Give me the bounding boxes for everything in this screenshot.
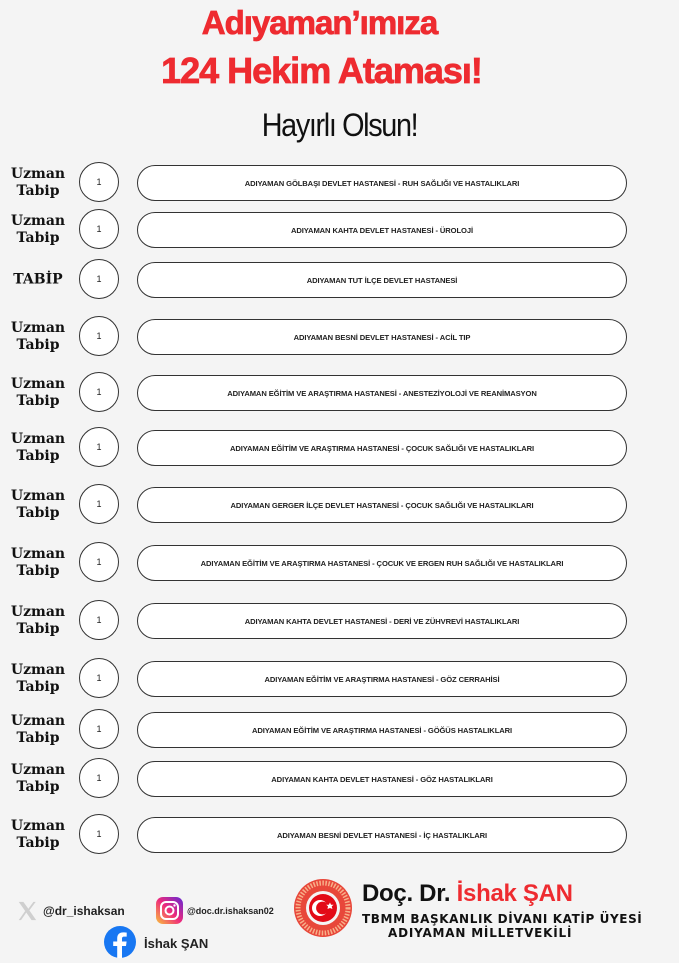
count-circle: 1 — [79, 542, 119, 582]
count-circle: 1 — [79, 658, 119, 698]
assignment-row — [0, 710, 679, 750]
x-handle[interactable]: @dr_ishaksan — [43, 904, 125, 918]
count-circle: 1 — [79, 427, 119, 467]
name-highlight: İshak ŞAN — [456, 880, 573, 907]
rank-label: Uzman Tabip — [10, 320, 66, 353]
assignment-row — [0, 163, 679, 203]
hospital-department: ADIYAMAN KAHTA DEVLET HASTANESİ - DERİ VE ZÜHVREVİ HASTALIKLARI — [137, 603, 627, 639]
count-circle: 1 — [79, 484, 119, 524]
rank-label: Uzman Tabip — [10, 213, 66, 246]
count-circle: 1 — [79, 162, 119, 202]
rank-label: Uzman Tabip — [10, 431, 66, 464]
rank-label: Uzman Tabip — [10, 713, 66, 746]
hospital-department: ADIYAMAN EĞİTİM VE ARAŞTIRMA HASTANESİ - ANESTEZİYOLOJİ VE REANİMASYON — [137, 375, 627, 411]
rank-label: Uzman Tabip — [10, 488, 66, 521]
headline-line-2: 124 Hekim Ataması! — [161, 50, 482, 91]
rank-label: Uzman Tabip — [10, 166, 66, 199]
deputy-name — [362, 880, 573, 908]
x-logo-icon — [16, 900, 38, 922]
assignment-row — [0, 428, 679, 468]
count-circle: 1 — [79, 600, 119, 640]
assignment-row — [0, 210, 679, 250]
rank-label: Uzman Tabip — [10, 762, 66, 795]
hospital-department: ADIYAMAN GÖLBAŞI DEVLET HASTANESİ - RUH SAĞLIĞI VE HASTALIKLARI — [137, 165, 627, 201]
count-circle: 1 — [79, 709, 119, 749]
rank-label: Uzman Tabip — [10, 546, 66, 579]
assignment-row — [0, 543, 679, 583]
facebook-name[interactable]: İshak ŞAN — [144, 936, 209, 951]
hospital-department: ADIYAMAN EĞİTİM VE ARAŞTIRMA HASTANESİ - ÇOCUK SAĞLIĞI VE HASTALIKLARI — [137, 430, 627, 466]
assignment-row — [0, 815, 679, 855]
footer — [0, 870, 679, 960]
hospital-department: ADIYAMAN KAHTA DEVLET HASTANESİ - ÜROLOJİ — [137, 212, 627, 248]
rank-label: TABİP — [13, 271, 63, 288]
subtitle: Hayırlı Olsun! — [261, 107, 418, 143]
deputy-district: ADIYAMAN MİLLETVEKİLİ — [388, 926, 573, 940]
hospital-department: ADIYAMAN EĞİTİM VE ARAŞTIRMA HASTANESİ - ÇOCUK VE ERGEN RUH SAĞLIĞI VE HASTALIKLARI — [137, 545, 627, 581]
deputy-role: TBMM BAŞKANLIK DİVANI KATİP ÜYESİ — [362, 912, 643, 926]
assignment-row — [0, 373, 679, 413]
tbmm-seal-icon — [293, 878, 353, 938]
count-circle: 1 — [79, 259, 119, 299]
assignment-row — [0, 659, 679, 699]
headline-line-1: Adıyaman’ımıza — [201, 4, 438, 41]
assignment-row — [0, 601, 679, 641]
hospital-department: ADIYAMAN EĞİTİM VE ARAŞTIRMA HASTANESİ - GÖZ CERRAHİSİ — [137, 661, 627, 697]
rank-label: Uzman Tabip — [10, 662, 66, 695]
count-circle: 1 — [79, 209, 119, 249]
facebook-icon — [104, 926, 136, 958]
assignment-row — [0, 759, 679, 799]
name-prefix: Doç. Dr. — [362, 880, 451, 907]
instagram-icon — [156, 897, 183, 924]
hospital-department: ADIYAMAN TUT İLÇE DEVLET HASTANESİ — [137, 262, 627, 298]
hospital-department: ADIYAMAN KAHTA DEVLET HASTANESİ - GÖZ HASTALIKLARI — [137, 761, 627, 797]
rank-label: Uzman Tabip — [10, 818, 66, 851]
instagram-handle[interactable]: @doc.dr.ishaksan02 — [187, 906, 274, 916]
hospital-department: ADIYAMAN EĞİTİM VE ARAŞTIRMA HASTANESİ - GÖĞÜS HASTALIKLARI — [137, 712, 627, 748]
count-circle: 1 — [79, 758, 119, 798]
hospital-department: ADIYAMAN GERGER İLÇE DEVLET HASTANESİ - ÇOCUK SAĞLIĞI VE HASTALIKLARI — [137, 487, 627, 523]
count-circle: 1 — [79, 372, 119, 412]
rank-label: Uzman Tabip — [10, 376, 66, 409]
count-circle: 1 — [79, 316, 119, 356]
count-circle: 1 — [79, 814, 119, 854]
rank-label: Uzman Tabip — [10, 604, 66, 637]
assignment-row — [0, 317, 679, 357]
assignment-row — [0, 260, 679, 300]
hospital-department: ADIYAMAN BESNİ DEVLET HASTANESİ - İÇ HASTALIKLARI — [137, 817, 627, 853]
hospital-department: ADIYAMAN BESNİ DEVLET HASTANESİ - ACİL TIP — [137, 319, 627, 355]
assignment-row — [0, 485, 679, 525]
